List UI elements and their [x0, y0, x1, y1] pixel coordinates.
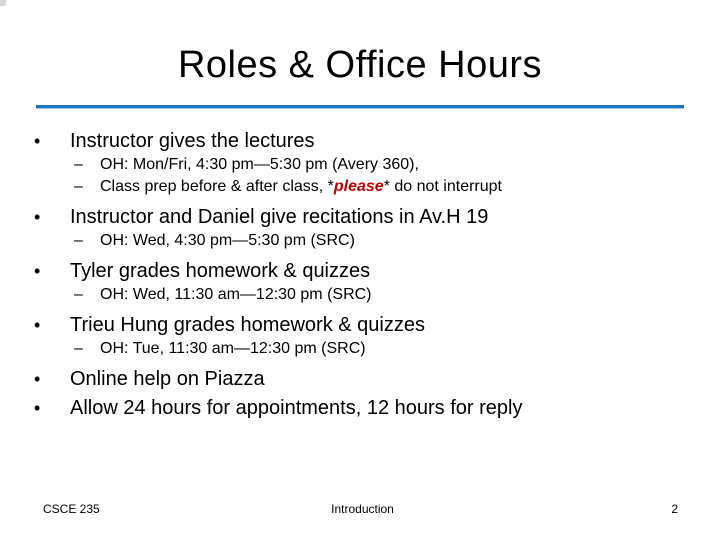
bullet-icon: •: [34, 315, 41, 335]
sub-text: OH: Tue, 11:30 am—12:30 pm (SRC): [100, 340, 366, 357]
footer-course: CSCE 235: [43, 502, 100, 516]
sub-text: [100, 176, 502, 198]
corner-mark: [0, 0, 6, 6]
bullet-text: Trieu Hung grades homework & quizzes: [70, 314, 425, 336]
bullet-text: Allow 24 hours for appointments, 12 hours for reply: [70, 397, 523, 419]
bullet-text: Instructor gives the lectures: [70, 130, 315, 152]
dash-icon: –: [74, 232, 83, 249]
sub-item: [30, 154, 710, 176]
bullet-item: [30, 395, 710, 421]
sub-text: OH: Mon/Fri, 4:30 pm—5:30 pm (Avery 360),: [100, 156, 419, 173]
bullet-list: [30, 128, 710, 421]
dash-icon: –: [74, 156, 83, 173]
dash-icon: –: [74, 178, 83, 195]
dash-icon: –: [74, 286, 83, 303]
bullet-icon: •: [34, 369, 41, 389]
sub-item: [30, 230, 710, 252]
title-underline-shadow: [36, 108, 684, 109]
bullet-text: Tyler grades homework & quizzes: [70, 260, 371, 282]
bullet-icon: •: [34, 261, 41, 281]
bullet-item: [30, 204, 710, 230]
bullet-item: [30, 258, 710, 284]
bullet-icon: •: [34, 398, 41, 418]
bullet-item: [30, 366, 710, 392]
footer-topic: Introduction: [331, 502, 394, 516]
sub-text: OH: Wed, 4:30 pm—5:30 pm (SRC): [100, 232, 355, 249]
bullet-icon: •: [34, 207, 41, 227]
dash-icon: –: [74, 340, 83, 357]
bullet-icon: •: [34, 131, 41, 151]
bullet-text: Online help on Piazza: [70, 368, 265, 390]
emphasis-please: please: [333, 178, 384, 195]
sub-item: [30, 284, 710, 306]
sub-text-before: Class prep before & after class, *: [100, 178, 334, 195]
sub-item: [30, 338, 710, 360]
bullet-item: [30, 312, 710, 338]
slide-title: Roles & Office Hours: [177, 44, 543, 86]
bullet-text: Instructor and Daniel give recitations in Av.H 19: [70, 206, 489, 228]
bullet-item: [30, 128, 710, 154]
sub-text: OH: Wed, 11:30 am—12:30 pm (SRC): [100, 286, 372, 303]
page-number: 2: [671, 502, 678, 516]
sub-text-after: * do not interrupt: [383, 178, 502, 195]
sub-item: [30, 176, 710, 198]
